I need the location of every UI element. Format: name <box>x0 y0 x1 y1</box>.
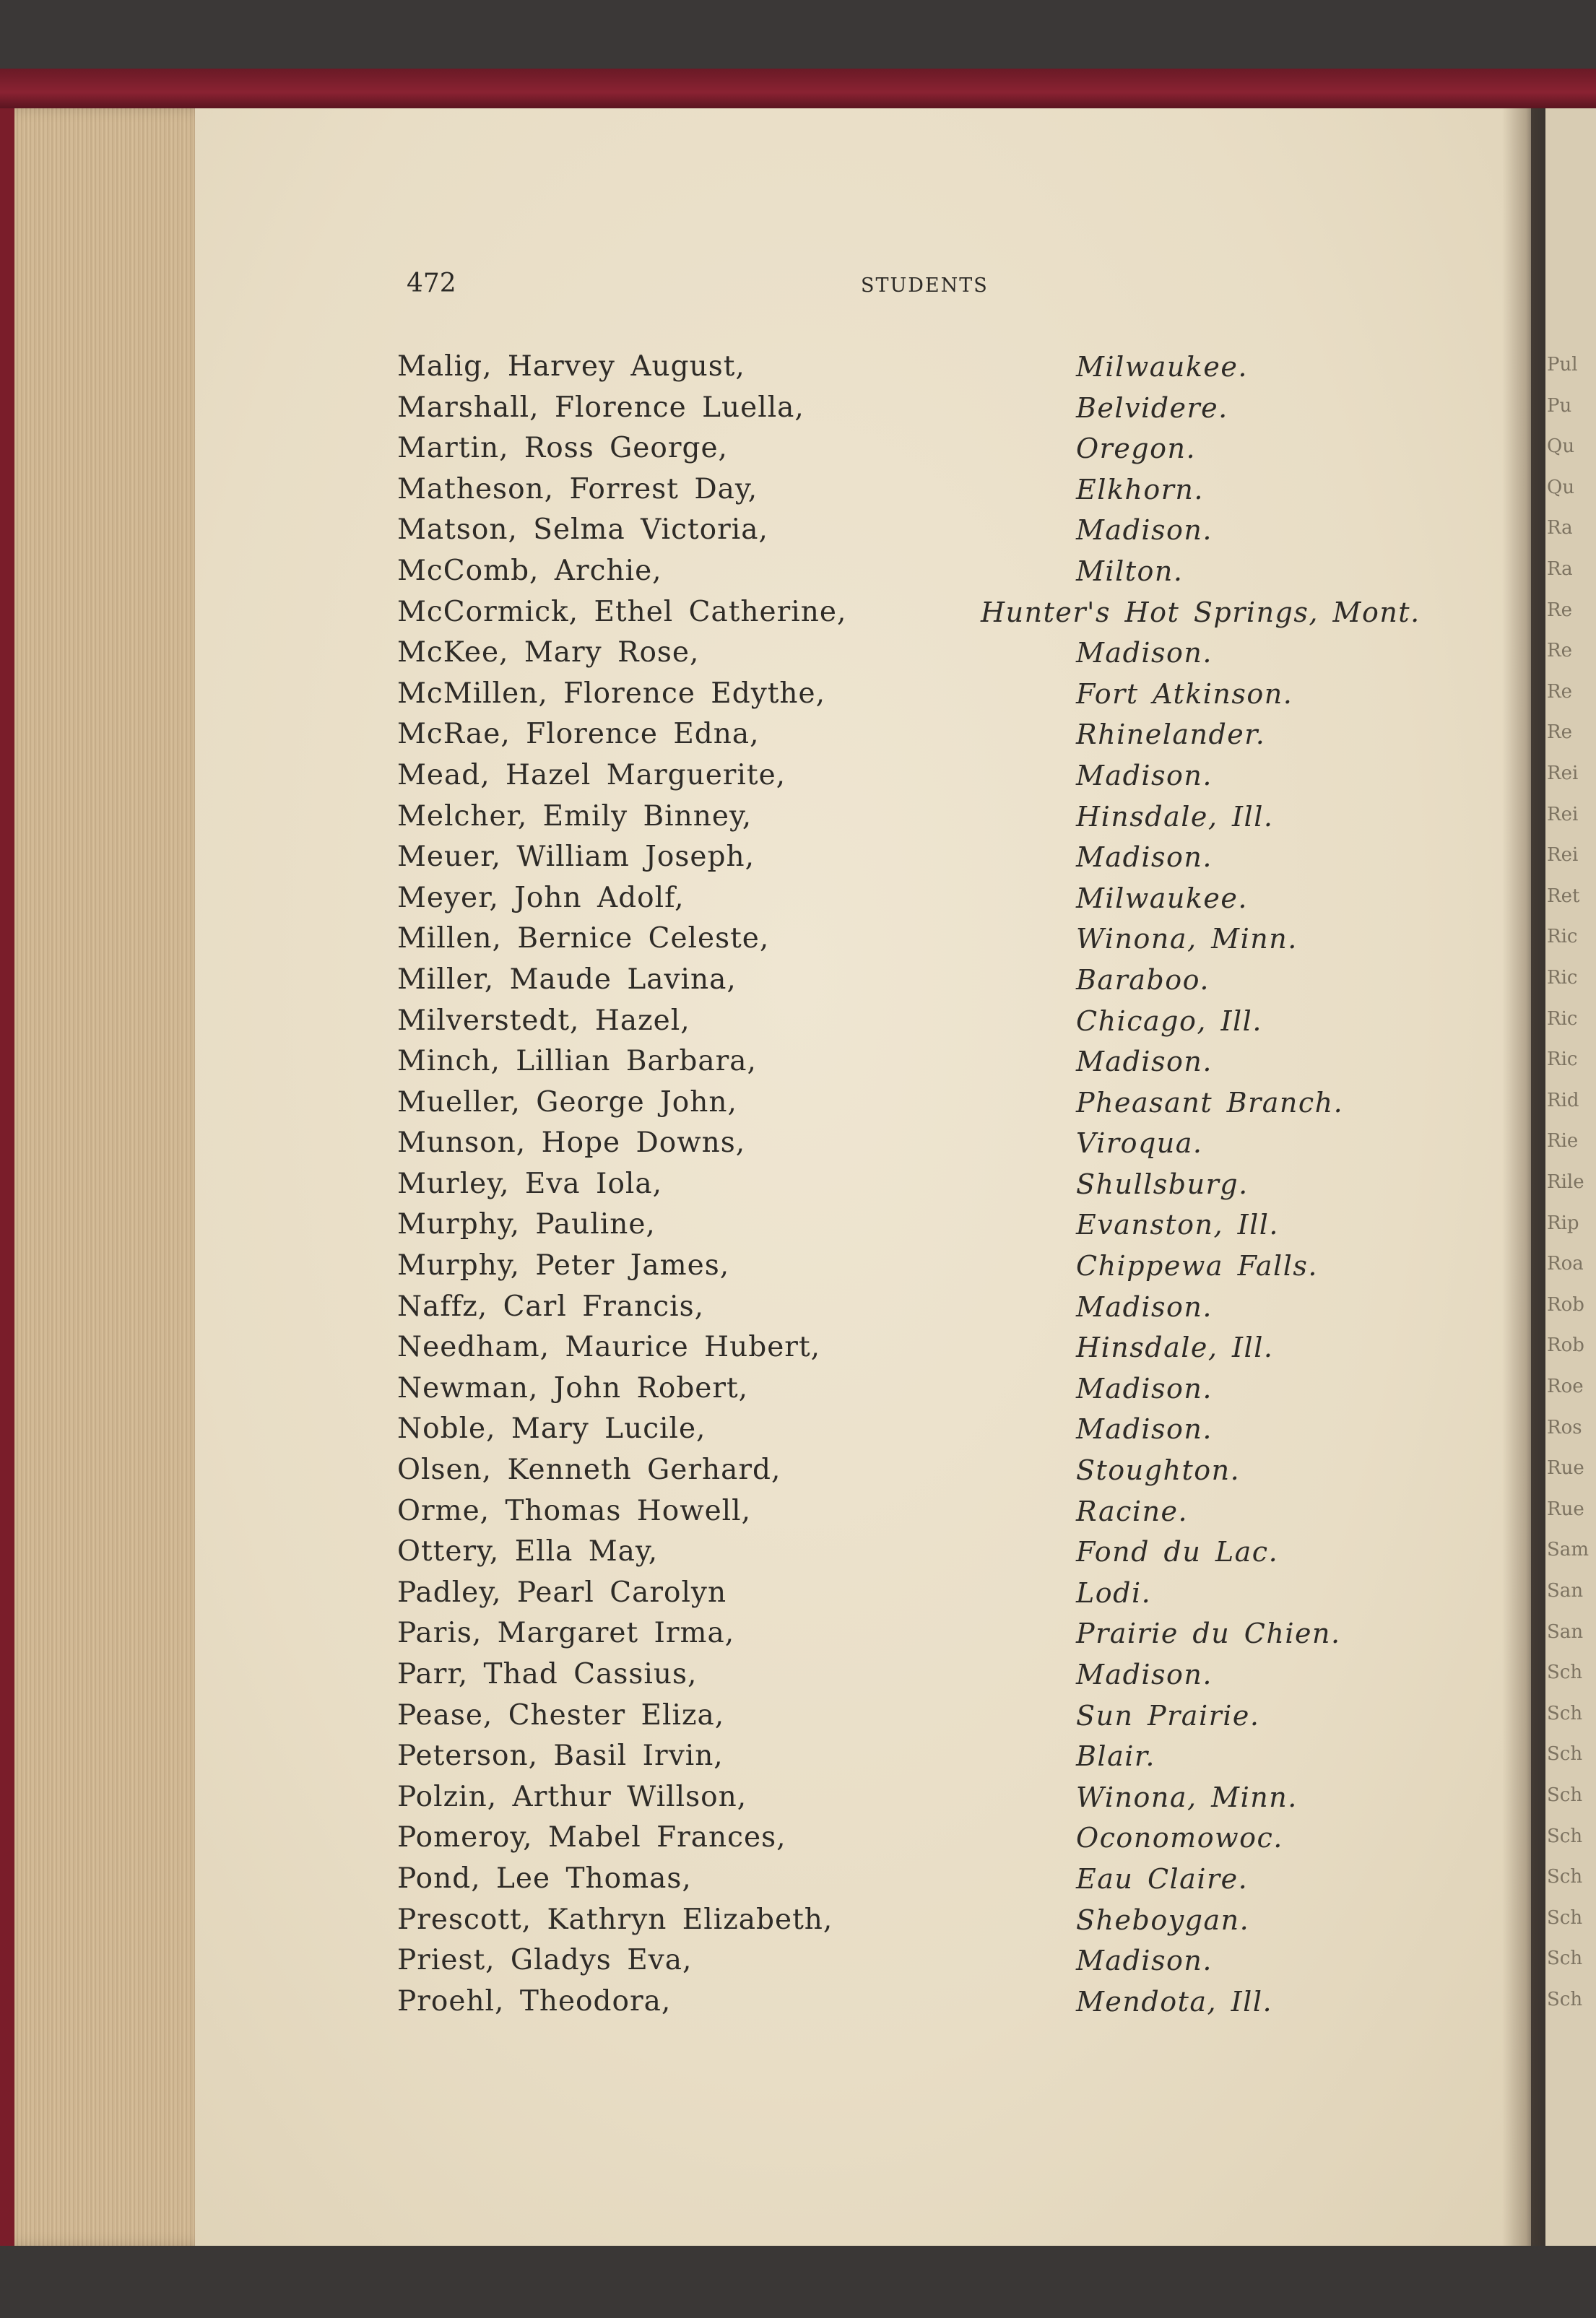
student-name: Matson, Selma Victoria, <box>397 513 768 547</box>
student-entry <box>397 1327 1480 1368</box>
facing-page-fragment: Sch <box>1547 1662 1583 1684</box>
student-entry <box>397 1573 1480 1614</box>
facing-page-fragment: Qu <box>1547 476 1575 498</box>
student-hometown: Hinsdale, Ill. <box>1076 1332 1274 1364</box>
facing-page-fragment: Ric <box>1547 1007 1578 1030</box>
student-entry <box>397 1736 1480 1777</box>
student-name: Murphy, Pauline, <box>397 1208 656 1241</box>
student-hometown: Madison. <box>1076 1372 1213 1405</box>
student-name: Minch, Lillian Barbara, <box>397 1045 757 1078</box>
student-name: Meuer, William Joseph, <box>397 841 755 874</box>
student-hometown: Hunter's Hot Springs, Mont. <box>981 596 1421 628</box>
student-name: Marshall, Florence Luella, <box>397 391 804 424</box>
student-name: Milverstedt, Hazel, <box>397 1004 690 1037</box>
student-entry <box>397 1204 1480 1246</box>
student-entry <box>397 1613 1480 1654</box>
student-entry <box>397 1368 1480 1410</box>
student-hometown: Chippewa Falls. <box>1076 1250 1318 1282</box>
student-entry <box>397 1164 1480 1205</box>
facing-page-fragment: Sch <box>1547 1743 1583 1766</box>
student-entry <box>397 1532 1480 1573</box>
facing-page-fragment: San <box>1547 1580 1584 1602</box>
student-name: Murley, Eva Iola, <box>397 1167 663 1200</box>
facing-page-fragment: Ret <box>1547 885 1580 907</box>
student-name: Newman, John Robert, <box>397 1371 749 1405</box>
facing-page-fragment: Pu <box>1547 394 1572 417</box>
student-hometown: Sun Prairie. <box>1076 1699 1260 1732</box>
student-entry <box>397 428 1480 469</box>
student-name: McKee, Mary Rose, <box>397 636 700 669</box>
student-entry <box>397 469 1480 511</box>
student-hometown: Winona, Minn. <box>1076 1781 1298 1813</box>
student-hometown: Chicago, Ill. <box>1076 1004 1262 1037</box>
student-entry <box>397 919 1480 960</box>
student-name: Munson, Hope Downs, <box>397 1127 746 1160</box>
student-entry <box>397 1082 1480 1124</box>
student-name: Proehl, Theodora, <box>397 1984 672 2018</box>
facing-page-fragment: Qu <box>1547 435 1575 458</box>
student-name: Meyer, John Adolf, <box>397 881 685 914</box>
student-hometown: Madison. <box>1076 637 1213 669</box>
student-hometown: Madison. <box>1076 514 1213 547</box>
facing-page-fragment: Sch <box>1547 1989 1583 2010</box>
student-hometown: Fort Atkinson. <box>1076 677 1293 710</box>
student-name: McCormick, Ethel Catherine, <box>397 595 847 628</box>
student-entry <box>397 1818 1480 1859</box>
student-hometown: Stoughton. <box>1076 1454 1241 1487</box>
facing-page-fragment: Sam <box>1547 1539 1589 1561</box>
facing-page-fragment: Sch <box>1547 1906 1583 1929</box>
facing-page-fragment: Re <box>1547 680 1572 703</box>
facing-page-fragment: Rob <box>1547 1293 1584 1316</box>
page-edges <box>14 108 209 2246</box>
student-entry <box>397 878 1480 919</box>
student-name: Padley, Pearl Carolyn <box>397 1576 727 1609</box>
student-hometown: Madison. <box>1076 1413 1213 1446</box>
facing-page-fragment: Re <box>1547 640 1572 662</box>
student-hometown: Eau Claire. <box>1076 1862 1249 1895</box>
facing-page-fragment: Roe <box>1547 1376 1584 1397</box>
student-name: Martin, Ross George, <box>397 432 728 465</box>
student-entry <box>397 1777 1480 1818</box>
student-name: Paris, Margaret Irma, <box>397 1617 735 1650</box>
student-hometown: Madison. <box>1076 1046 1213 1078</box>
facing-page-fragment: Rue <box>1547 1457 1584 1480</box>
student-entry <box>397 796 1480 838</box>
student-hometown: Mendota, Ill. <box>1076 1985 1273 2018</box>
student-entry <box>397 837 1480 878</box>
student-hometown: Oconomowoc. <box>1076 1822 1283 1854</box>
student-hometown: Viroqua. <box>1076 1127 1203 1160</box>
student-hometown: Lodi. <box>1076 1576 1152 1609</box>
facing-page-fragment: Sch <box>1547 1784 1583 1806</box>
page-number: 472 <box>407 269 456 298</box>
student-entry <box>397 1859 1480 1900</box>
student-hometown: Madison. <box>1076 1945 1213 1977</box>
student-hometown: Racine. <box>1076 1495 1189 1527</box>
student-hometown: Madison. <box>1076 759 1213 791</box>
student-hometown: Madison. <box>1076 1290 1213 1323</box>
student-name: Naffz, Carl Francis, <box>397 1290 704 1323</box>
facing-page-fragment: Rile <box>1547 1171 1584 1193</box>
student-hometown: Madison. <box>1076 1659 1213 1690</box>
facing-page-fragment: Ric <box>1547 926 1578 948</box>
student-name: Parr, Thad Cassius, <box>397 1658 698 1690</box>
facing-page-fragment: San <box>1547 1620 1584 1643</box>
student-name: Prescott, Kathryn Elizabeth, <box>397 1903 833 1936</box>
student-entry <box>397 1450 1480 1491</box>
facing-page-fragment: Sch <box>1547 1702 1583 1724</box>
student-hometown: Evanston, Ill. <box>1076 1209 1280 1241</box>
student-name: Polzin, Arthur Willson, <box>397 1780 747 1813</box>
scan-background-bottom <box>0 2246 1596 2318</box>
student-name: Priest, Gladys Eva, <box>397 1944 693 1977</box>
student-entry <box>397 1041 1480 1082</box>
student-entry <box>397 1900 1480 1941</box>
student-name: Pond, Lee Thomas, <box>397 1862 692 1895</box>
student-hometown: Milton. <box>1076 555 1184 587</box>
student-entry <box>397 960 1480 1001</box>
student-hometown: Fond du Lac. <box>1076 1536 1279 1568</box>
facing-page-fragment: Rei <box>1547 803 1579 825</box>
student-name: Needham, Maurice Hubert, <box>397 1331 821 1364</box>
student-entry <box>397 714 1480 755</box>
book-cover-top <box>0 69 1596 108</box>
student-name: Olsen, Kenneth Gerhard, <box>397 1454 781 1487</box>
student-hometown: Rhinelander. <box>1076 719 1266 751</box>
facing-page-fragment: Sch <box>1547 1825 1583 1847</box>
facing-page-fragment: Rie <box>1547 1130 1579 1153</box>
student-hometown: Hinsdale, Ill. <box>1076 800 1274 833</box>
facing-page-fragment: Rob <box>1547 1334 1584 1357</box>
student-name: Orme, Thomas Howell, <box>397 1494 752 1527</box>
student-hometown: Milwaukee. <box>1076 351 1248 383</box>
student-entry <box>397 674 1480 715</box>
student-hometown: Blair. <box>1076 1740 1155 1773</box>
student-name: Melcher, Emily Binney, <box>397 799 753 833</box>
student-entry <box>397 388 1480 429</box>
student-entry <box>397 1001 1480 1042</box>
student-entry <box>397 592 1480 633</box>
student-name: Murphy, Peter James, <box>397 1249 730 1282</box>
student-entry <box>397 1696 1480 1737</box>
student-hometown: Madison. <box>1076 841 1213 874</box>
facing-page-fragment: Rei <box>1547 844 1579 867</box>
student-hometown: Sheboygan. <box>1076 1904 1250 1936</box>
student-name: Millen, Bernice Celeste, <box>397 922 770 955</box>
facing-page-fragment: Ric <box>1547 1049 1578 1071</box>
student-entry <box>397 347 1480 388</box>
student-entry <box>397 551 1480 592</box>
student-entry <box>397 1409 1480 1450</box>
student-name: Pease, Chester Eliza, <box>397 1698 725 1732</box>
facing-page-fragment: Ra <box>1547 558 1573 580</box>
student-hometown: Belvidere. <box>1076 391 1228 424</box>
facing-page-fragment: Rip <box>1547 1212 1579 1234</box>
student-hometown: Prairie du Chien. <box>1076 1618 1341 1650</box>
facing-page-fragment: Ric <box>1547 967 1578 989</box>
student-name: Matheson, Forrest Day, <box>397 472 758 505</box>
facing-page-fragment: Re <box>1547 721 1572 744</box>
facing-page-fragment: Sch <box>1547 1948 1583 1970</box>
student-name: Ottery, Ella May, <box>397 1535 659 1568</box>
student-hometown: Baraboo. <box>1076 963 1210 996</box>
facing-page-fragment: Ros <box>1547 1416 1582 1438</box>
student-list <box>397 347 1480 2022</box>
student-entry <box>397 1246 1480 1287</box>
student-name: Pomeroy, Mabel Frances, <box>397 1821 786 1854</box>
facing-page-fragment: Pul <box>1547 354 1578 376</box>
student-hometown: Oregon. <box>1076 433 1197 465</box>
facing-page-fragment: Re <box>1547 599 1572 621</box>
book-gutter <box>1502 108 1545 2275</box>
student-hometown: Winona, Minn. <box>1076 923 1298 955</box>
student-entry <box>397 755 1480 796</box>
facing-page-fragment: Ra <box>1547 517 1573 539</box>
student-entry <box>397 1287 1480 1328</box>
facing-page-fragment: Sch <box>1547 1866 1583 1888</box>
student-entry <box>397 1491 1480 1532</box>
student-name: Miller, Maude Lavina, <box>397 963 737 996</box>
student-entry <box>397 510 1480 551</box>
student-entry <box>397 1654 1480 1696</box>
student-name: Peterson, Basil Irvin, <box>397 1740 724 1773</box>
student-name: Noble, Mary Lucile, <box>397 1412 706 1446</box>
student-hometown: Pheasant Branch. <box>1076 1086 1344 1119</box>
student-name: Malig, Harvey August, <box>397 350 745 383</box>
facing-page-fragment: Rue <box>1547 1498 1584 1520</box>
page-heading: STUDENTS <box>861 274 989 297</box>
facing-page-fragment: Rei <box>1547 763 1579 784</box>
student-hometown: Shullsburg. <box>1076 1168 1249 1200</box>
student-name: Mead, Hazel Marguerite, <box>397 758 786 791</box>
student-hometown: Elkhorn. <box>1076 473 1204 505</box>
student-name: McComb, Archie, <box>397 554 662 587</box>
facing-page-fragment: Rid <box>1547 1089 1579 1111</box>
student-entry <box>397 1123 1480 1164</box>
student-hometown: Milwaukee. <box>1076 882 1248 914</box>
student-name: McMillen, Florence Edythe, <box>397 677 826 710</box>
student-name: Mueller, George John, <box>397 1085 737 1119</box>
student-name: McRae, Florence Edna, <box>397 718 760 751</box>
book-cover-left <box>0 108 16 2260</box>
student-entry <box>397 1940 1480 1981</box>
student-entry <box>397 633 1480 674</box>
facing-page-fragment: Roa <box>1547 1253 1584 1275</box>
student-entry <box>397 1981 1480 2023</box>
facing-page-edge <box>1545 108 1596 2260</box>
